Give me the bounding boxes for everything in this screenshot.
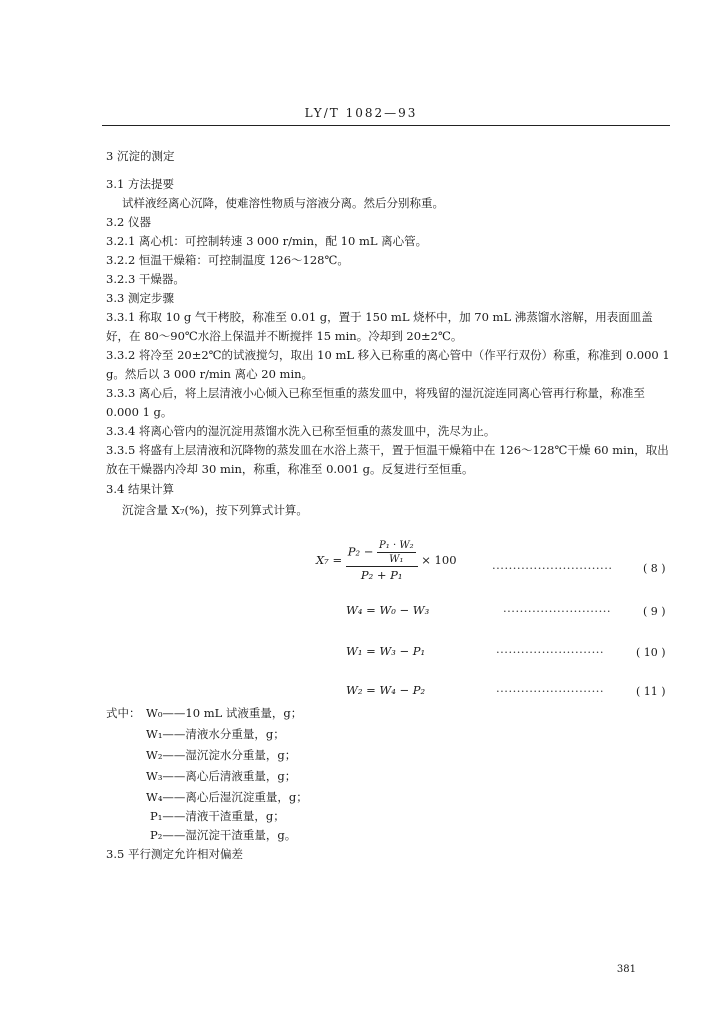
section-3-3-3: 3.3.3 离心后，将上层清液小心倾入已称至恒重的蒸发皿中，将残留的湿沉淀连同离心管再行称量，称准至 0.000 1 g。 — [106, 386, 645, 419]
formula-8-number: ( 8 ) — [643, 562, 666, 575]
formula-9-leader: ·························· — [503, 604, 612, 618]
standard-code-header: LY/T 1082—93 — [304, 106, 418, 120]
legend-item: W₄——离心后湿沉淀重量，g； — [146, 790, 308, 804]
legend-item: W₁——清液水分重量，g； — [146, 727, 285, 741]
section-3-1-title: 3.1 方法提要 — [106, 177, 174, 191]
formula-8-num-left: P₂ − — [347, 544, 374, 559]
formula-8-tail: × 100 — [421, 553, 457, 567]
formula-11: W₂ = W₄ − P₂ — [346, 683, 426, 697]
section-3-3-1: 3.3.1 称取 10 g 气干栲胶，称准至 0.01 g，置于 150 mL 烧杯中，加 70 mL 沸蒸馏水溶解，用表面皿盖好，在 80～90℃水浴上保温并不断搅拌 15 min。冷却到 20±2℃。 — [106, 310, 653, 343]
section-3-3-2: 3.3.2 将冷至 20±2℃的试液搅匀，取出 10 mL 移入已称重的离心管中（作平行双份）称重，称准到 0.000 1 g。然后以 3 000 r/min 离心 20 min。 — [106, 348, 670, 381]
section-3-1-text: 试样液经离心沉降，使难溶性物质与溶液分离。然后分别称重。 — [122, 196, 444, 210]
formula-8-lhs: X₇ = — [316, 553, 343, 567]
page-number: 381 — [616, 964, 636, 975]
section-3-2-3: 3.2.3 干燥器。 — [106, 272, 185, 286]
section-3-title: 3 沉淀的测定 — [106, 149, 175, 163]
section-3-2-title: 3.2 仪器 — [106, 215, 151, 229]
section-3-3-title: 3.3 测定步骤 — [106, 291, 174, 305]
legend-item: W₂——湿沉淀水分重量，g； — [146, 748, 297, 762]
header-rule — [102, 125, 670, 126]
formula-11-leader: ·························· — [496, 684, 605, 698]
section-3-2-1: 3.2.1 离心机：可控制转速 3 000 r/min，配 10 mL 离心管。 — [106, 234, 428, 248]
formula-10: W₁ = W₃ − P₁ — [346, 644, 426, 658]
formula-8 — [316, 540, 457, 582]
formula-8-leader: ····························· — [492, 561, 613, 575]
formula-9: W₄ = W₀ − W₃ — [346, 603, 430, 617]
section-3-5-title: 3.5 平行测定允许相对偏差 — [106, 847, 243, 861]
formula-8-inner-denominator: W₁ — [389, 554, 404, 565]
section-3-3-4: 3.3.4 将离心管内的湿沉淀用蒸馏水洗入已称至恒重的蒸发皿中，洗尽为止。 — [106, 424, 496, 438]
legend-item: P₁——清液干渣重量，g； — [150, 809, 285, 823]
formula-8-inner-numerator: P₁ · W₂ — [379, 540, 414, 551]
formula-10-leader: ·························· — [496, 645, 605, 659]
formula-8-denominator: P₂ + P₁ — [360, 568, 403, 582]
formula-11-number: ( 11 ) — [636, 685, 666, 698]
formula-8-numerator — [346, 540, 418, 567]
legend-item: P₂——湿沉淀干渣重量，g。 — [150, 828, 297, 842]
formula-10-number: ( 10 ) — [636, 646, 666, 659]
legend-item: W₃——离心后清液重量，g； — [146, 769, 297, 783]
section-3-4-text: 沉淀含量 X₇(%)，按下列算式计算。 — [122, 503, 308, 517]
section-3-3-5: 3.3.5 将盛有上层清液和沉降物的蒸发皿在水浴上蒸干，置于恒温干燥箱中在 126～128℃干燥 60 min，取出放在干燥器内冷却 30 min，称重，称准至 0.001 g。反复进行至恒重。 — [106, 443, 669, 476]
legend-intro: 式中： — [106, 706, 141, 720]
legend-item: W₀——10 mL 试液重量，g； — [146, 706, 303, 720]
section-3-4-title: 3.4 结果计算 — [106, 482, 174, 496]
formula-9-number: ( 9 ) — [643, 605, 666, 618]
section-3-2-2: 3.2.2 恒温干燥箱：可控制温度 126～128℃。 — [106, 253, 349, 267]
formula-8-inner-fraction — [377, 540, 416, 565]
formula-8-fraction — [346, 540, 418, 582]
